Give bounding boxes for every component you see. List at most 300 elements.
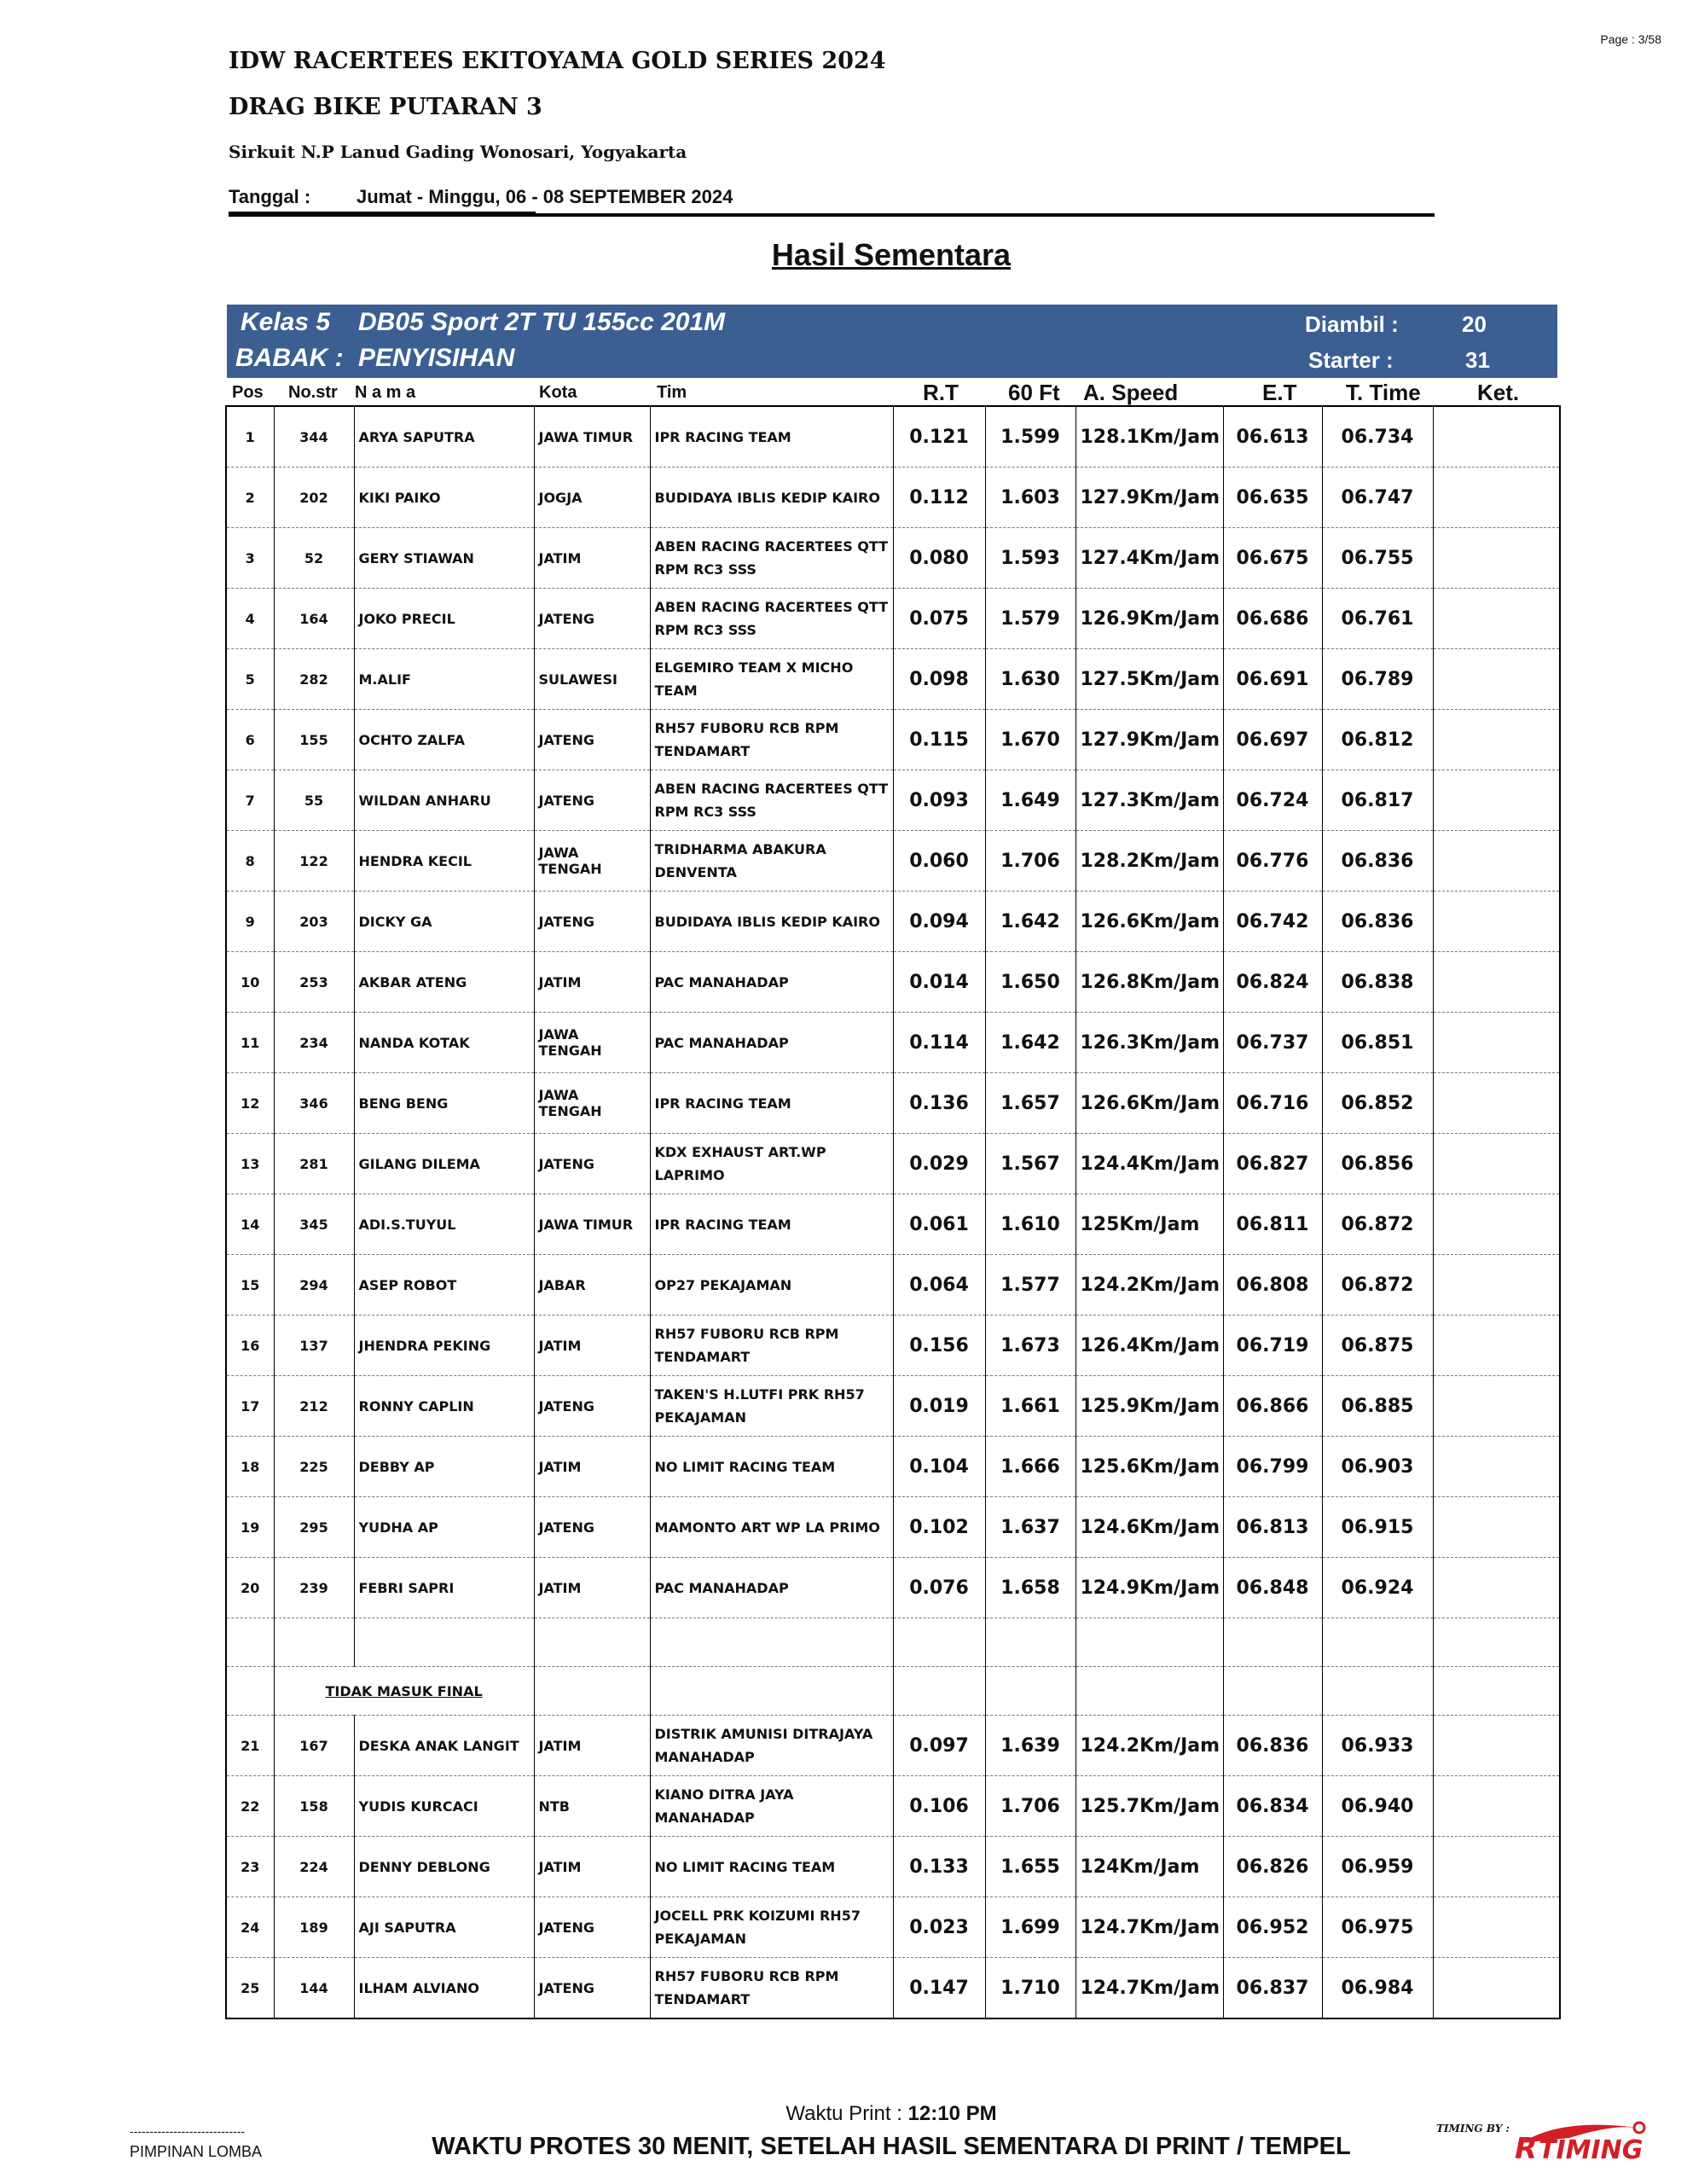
pos-cell: 3 bbox=[226, 528, 274, 589]
elapsed-time-cell: 06.848 bbox=[1223, 1558, 1322, 1618]
team-cell: ABEN RACING RACERTEES QTT RPM RC3 SSS bbox=[650, 589, 893, 649]
team-cell: IPR RACING TEAM bbox=[650, 1073, 893, 1134]
start-number-cell: 137 bbox=[274, 1316, 354, 1376]
remark-cell bbox=[1433, 710, 1560, 770]
page-number: Page : 3/58 bbox=[1600, 32, 1661, 46]
remark-cell bbox=[1433, 1437, 1560, 1497]
elapsed-time-cell: 06.813 bbox=[1223, 1497, 1322, 1558]
sixty-ft-cell: 1.655 bbox=[985, 1837, 1075, 1897]
city-cell: JAWA TIMUR bbox=[534, 406, 650, 468]
avg-speed-cell: 127.5Km/Jam bbox=[1075, 649, 1223, 710]
rider-name-cell: DENNY DEBLONG bbox=[354, 1837, 534, 1897]
team-cell: PAC MANAHADAP bbox=[650, 952, 893, 1013]
table-row bbox=[226, 770, 1560, 831]
elapsed-time-cell: 06.675 bbox=[1223, 528, 1322, 589]
reaction-time-cell: 0.075 bbox=[893, 589, 985, 649]
empty-cell bbox=[1433, 1618, 1560, 1667]
print-time: 12:10 PM bbox=[907, 2102, 997, 2125]
svg-text:R: R bbox=[1515, 2132, 1538, 2164]
remark-cell bbox=[1433, 1134, 1560, 1194]
pos-cell: 10 bbox=[226, 952, 274, 1013]
start-number-cell: 282 bbox=[274, 649, 354, 710]
sixty-ft-cell: 1.642 bbox=[985, 892, 1075, 952]
elapsed-time-cell: 06.716 bbox=[1223, 1073, 1322, 1134]
avg-speed-cell: 128.2Km/Jam bbox=[1075, 831, 1223, 892]
reaction-time-cell: 0.106 bbox=[893, 1776, 985, 1837]
start-number-cell: 189 bbox=[274, 1897, 354, 1958]
reaction-time-cell: 0.133 bbox=[893, 1837, 985, 1897]
team-cell: PAC MANAHADAP bbox=[650, 1013, 893, 1073]
date-label: Tanggal : bbox=[229, 186, 311, 207]
rider-name-cell: JOKO PRECIL bbox=[354, 589, 534, 649]
total-time-cell: 06.875 bbox=[1322, 1316, 1433, 1376]
elapsed-time-cell: 06.635 bbox=[1223, 468, 1322, 528]
separator-row bbox=[226, 1667, 1560, 1716]
reaction-time-cell: 0.023 bbox=[893, 1897, 985, 1958]
elapsed-time-cell: 06.686 bbox=[1223, 589, 1322, 649]
sixty-ft-cell: 1.706 bbox=[985, 831, 1075, 892]
total-time-cell: 06.933 bbox=[1322, 1716, 1433, 1776]
city-cell: JATENG bbox=[534, 1497, 650, 1558]
rider-name-cell: ASEP ROBOT bbox=[354, 1255, 534, 1316]
pos-cell: 18 bbox=[226, 1437, 274, 1497]
rider-name-cell: OCHTO ZALFA bbox=[354, 710, 534, 770]
empty-cell bbox=[534, 1667, 650, 1716]
remark-cell bbox=[1433, 1716, 1560, 1776]
pos-cell: 19 bbox=[226, 1497, 274, 1558]
empty-cell bbox=[1433, 1667, 1560, 1716]
pos-cell: 14 bbox=[226, 1194, 274, 1255]
reaction-time-cell: 0.014 bbox=[893, 952, 985, 1013]
start-number-cell: 345 bbox=[274, 1194, 354, 1255]
city-cell: JAWA TENGAH bbox=[534, 1013, 650, 1073]
elapsed-time-cell: 06.826 bbox=[1223, 1837, 1322, 1897]
col-rt: R.T bbox=[923, 380, 959, 405]
reaction-time-cell: 0.060 bbox=[893, 831, 985, 892]
table-row bbox=[226, 710, 1560, 770]
elapsed-time-cell: 06.808 bbox=[1223, 1255, 1322, 1316]
city-cell: JATENG bbox=[534, 1958, 650, 2019]
col-kota: Kota bbox=[539, 383, 577, 402]
remark-cell bbox=[1433, 1897, 1560, 1958]
remark-cell bbox=[1433, 831, 1560, 892]
total-time-cell: 06.817 bbox=[1322, 770, 1433, 831]
total-time-cell: 06.755 bbox=[1322, 528, 1433, 589]
total-time-cell: 06.761 bbox=[1322, 589, 1433, 649]
team-cell: IPR RACING TEAM bbox=[650, 1194, 893, 1255]
remark-cell bbox=[1433, 1194, 1560, 1255]
elapsed-time-cell: 06.719 bbox=[1223, 1316, 1322, 1376]
pos-cell: 7 bbox=[226, 770, 274, 831]
rider-name-cell: WILDAN ANHARU bbox=[354, 770, 534, 831]
start-number-cell: 281 bbox=[274, 1134, 354, 1194]
rider-name-cell: JHENDRA PEKING bbox=[354, 1316, 534, 1376]
total-time-cell: 06.836 bbox=[1322, 892, 1433, 952]
remark-cell bbox=[1433, 1255, 1560, 1316]
start-number-cell: 55 bbox=[274, 770, 354, 831]
empty-cell bbox=[985, 1667, 1075, 1716]
avg-speed-cell: 124.4Km/Jam bbox=[1075, 1134, 1223, 1194]
reaction-time-cell: 0.156 bbox=[893, 1316, 985, 1376]
signature-line: ----------------------------- bbox=[130, 2124, 246, 2138]
remark-cell bbox=[1433, 1073, 1560, 1134]
avg-speed-cell: 126.6Km/Jam bbox=[1075, 892, 1223, 952]
sixty-ft-cell: 1.649 bbox=[985, 770, 1075, 831]
city-cell: JATIM bbox=[534, 952, 650, 1013]
start-number-cell: 224 bbox=[274, 1837, 354, 1897]
remark-cell bbox=[1433, 406, 1560, 468]
reaction-time-cell: 0.104 bbox=[893, 1437, 985, 1497]
col-no: No.str bbox=[288, 383, 338, 402]
table-row bbox=[226, 1073, 1560, 1134]
empty-cell bbox=[893, 1667, 985, 1716]
avg-speed-cell: 124.7Km/Jam bbox=[1075, 1958, 1223, 2019]
pos-cell: 12 bbox=[226, 1073, 274, 1134]
empty-cell bbox=[1322, 1618, 1433, 1667]
city-cell: JATIM bbox=[534, 1558, 650, 1618]
avg-speed-cell: 127.9Km/Jam bbox=[1075, 710, 1223, 770]
table-row bbox=[226, 892, 1560, 952]
table-row bbox=[226, 1134, 1560, 1194]
col-60ft: 60 Ft bbox=[1008, 380, 1060, 405]
elapsed-time-cell: 06.952 bbox=[1223, 1897, 1322, 1958]
city-cell: JATIM bbox=[534, 1837, 650, 1897]
pos-cell: 22 bbox=[226, 1776, 274, 1837]
table-row bbox=[226, 831, 1560, 892]
rider-name-cell: ILHAM ALVIANO bbox=[354, 1958, 534, 2019]
start-number-cell: 239 bbox=[274, 1558, 354, 1618]
team-cell: RH57 FUBORU RCB RPM TENDAMART bbox=[650, 710, 893, 770]
remark-cell bbox=[1433, 468, 1560, 528]
table-row bbox=[226, 1013, 1560, 1073]
elapsed-time-cell: 06.827 bbox=[1223, 1134, 1322, 1194]
col-ket: Ket. bbox=[1477, 380, 1520, 405]
remark-cell bbox=[1433, 770, 1560, 831]
city-cell: JATIM bbox=[534, 528, 650, 589]
city-cell: JATIM bbox=[534, 1437, 650, 1497]
start-number-cell: 52 bbox=[274, 528, 354, 589]
avg-speed-cell: 126.3Km/Jam bbox=[1075, 1013, 1223, 1073]
col-et: E.T bbox=[1262, 380, 1297, 405]
remark-cell bbox=[1433, 649, 1560, 710]
sixty-ft-cell: 1.603 bbox=[985, 468, 1075, 528]
col-tim: Tim bbox=[657, 383, 687, 402]
reaction-time-cell: 0.121 bbox=[893, 406, 985, 468]
table-row bbox=[226, 528, 1560, 589]
empty-cell bbox=[226, 1618, 274, 1667]
pos-cell: 17 bbox=[226, 1376, 274, 1437]
round-value: PENYISIHAN bbox=[358, 344, 515, 372]
team-cell: OP27 PEKAJAMAN bbox=[650, 1255, 893, 1316]
rider-name-cell: ADI.S.TUYUL bbox=[354, 1194, 534, 1255]
start-number-cell: 155 bbox=[274, 710, 354, 770]
avg-speed-cell: 125.7Km/Jam bbox=[1075, 1776, 1223, 1837]
total-time-cell: 06.789 bbox=[1322, 649, 1433, 710]
city-cell: JATENG bbox=[534, 589, 650, 649]
avg-speed-cell: 126.4Km/Jam bbox=[1075, 1316, 1223, 1376]
city-cell: JATIM bbox=[534, 1716, 650, 1776]
total-time-cell: 06.984 bbox=[1322, 1958, 1433, 2019]
event-title: IDW RACERTEES EKITOYAMA GOLD SERIES 2024 bbox=[229, 48, 886, 74]
team-cell: ABEN RACING RACERTEES QTT RPM RC3 SSS bbox=[650, 770, 893, 831]
elapsed-time-cell: 06.866 bbox=[1223, 1376, 1322, 1437]
timing-by-label: TIMING BY : bbox=[1436, 2123, 1510, 2135]
taken-value: 20 bbox=[1462, 311, 1487, 337]
start-number-cell: 144 bbox=[274, 1958, 354, 2019]
sixty-ft-cell: 1.710 bbox=[985, 1958, 1075, 2019]
empty-cell bbox=[226, 1667, 274, 1716]
sixty-ft-cell: 1.630 bbox=[985, 649, 1075, 710]
total-time-cell: 06.851 bbox=[1322, 1013, 1433, 1073]
results-body bbox=[226, 406, 1560, 2018]
table-row bbox=[226, 468, 1560, 528]
reaction-time-cell: 0.097 bbox=[893, 1716, 985, 1776]
elapsed-time-cell: 06.799 bbox=[1223, 1437, 1322, 1497]
empty-cell bbox=[1075, 1667, 1223, 1716]
total-time-cell: 06.856 bbox=[1322, 1134, 1433, 1194]
remark-cell bbox=[1433, 1376, 1560, 1437]
table-row bbox=[226, 1558, 1560, 1618]
team-cell: NO LIMIT RACING TEAM bbox=[650, 1437, 893, 1497]
remark-cell bbox=[1433, 952, 1560, 1013]
pos-cell: 11 bbox=[226, 1013, 274, 1073]
reaction-time-cell: 0.147 bbox=[893, 1958, 985, 2019]
sixty-ft-cell: 1.610 bbox=[985, 1194, 1075, 1255]
elapsed-time-cell: 06.691 bbox=[1223, 649, 1322, 710]
avg-speed-cell: 124.9Km/Jam bbox=[1075, 1558, 1223, 1618]
reaction-time-cell: 0.061 bbox=[893, 1194, 985, 1255]
city-cell: NTB bbox=[534, 1776, 650, 1837]
avg-speed-cell: 127.4Km/Jam bbox=[1075, 528, 1223, 589]
col-name: N a m a bbox=[355, 383, 416, 402]
start-number-cell: 234 bbox=[274, 1013, 354, 1073]
remark-cell bbox=[1433, 1013, 1560, 1073]
class-name: DB05 Sport 2T TU 155cc 201M bbox=[358, 308, 726, 336]
rider-name-cell: ARYA SAPUTRA bbox=[354, 406, 534, 468]
avg-speed-cell: 126.6Km/Jam bbox=[1075, 1073, 1223, 1134]
total-time-cell: 06.836 bbox=[1322, 831, 1433, 892]
reaction-time-cell: 0.102 bbox=[893, 1497, 985, 1558]
sixty-ft-cell: 1.666 bbox=[985, 1437, 1075, 1497]
rider-name-cell: YUDHA AP bbox=[354, 1497, 534, 1558]
total-time-cell: 06.940 bbox=[1322, 1776, 1433, 1837]
total-time-cell: 06.852 bbox=[1322, 1073, 1433, 1134]
empty-cell bbox=[650, 1618, 893, 1667]
table-row bbox=[226, 952, 1560, 1013]
team-cell: KIANO DITRA JAYA MANAHADAP bbox=[650, 1776, 893, 1837]
rider-name-cell: HENDRA KECIL bbox=[354, 831, 534, 892]
empty-cell bbox=[893, 1618, 985, 1667]
sixty-ft-cell: 1.661 bbox=[985, 1376, 1075, 1437]
elapsed-time-cell: 06.824 bbox=[1223, 952, 1322, 1013]
start-number-cell: 346 bbox=[274, 1073, 354, 1134]
empty-cell bbox=[274, 1618, 354, 1667]
empty-cell bbox=[1223, 1667, 1322, 1716]
city-cell: JATENG bbox=[534, 1134, 650, 1194]
rider-name-cell: DEBBY AP bbox=[354, 1437, 534, 1497]
remark-cell bbox=[1433, 892, 1560, 952]
sixty-ft-cell: 1.657 bbox=[985, 1073, 1075, 1134]
sixty-ft-cell: 1.639 bbox=[985, 1716, 1075, 1776]
pos-cell: 16 bbox=[226, 1316, 274, 1376]
reaction-time-cell: 0.094 bbox=[893, 892, 985, 952]
table-row bbox=[226, 1837, 1560, 1897]
avg-speed-cell: 124.6Km/Jam bbox=[1075, 1497, 1223, 1558]
start-number-cell: 253 bbox=[274, 952, 354, 1013]
total-time-cell: 06.872 bbox=[1322, 1194, 1433, 1255]
elapsed-time-cell: 06.613 bbox=[1223, 406, 1322, 468]
starter-value: 31 bbox=[1465, 347, 1490, 373]
team-cell: TRIDHARMA ABAKURA DENVENTA bbox=[650, 831, 893, 892]
pos-cell: 23 bbox=[226, 1837, 274, 1897]
table-row bbox=[226, 649, 1560, 710]
pos-cell: 24 bbox=[226, 1897, 274, 1958]
pos-cell: 4 bbox=[226, 589, 274, 649]
elapsed-time-cell: 06.834 bbox=[1223, 1776, 1322, 1837]
sixty-ft-cell: 1.579 bbox=[985, 589, 1075, 649]
total-time-cell: 06.959 bbox=[1322, 1837, 1433, 1897]
rider-name-cell: GILANG DILEMA bbox=[354, 1134, 534, 1194]
start-number-cell: 203 bbox=[274, 892, 354, 952]
remark-cell bbox=[1433, 1837, 1560, 1897]
team-cell: RH57 FUBORU RCB RPM TENDAMART bbox=[650, 1316, 893, 1376]
reaction-time-cell: 0.114 bbox=[893, 1013, 985, 1073]
avg-speed-cell: 125.6Km/Jam bbox=[1075, 1437, 1223, 1497]
start-number-cell: 295 bbox=[274, 1497, 354, 1558]
city-cell: JATENG bbox=[534, 1376, 650, 1437]
col-ttime: T. Time bbox=[1346, 380, 1421, 405]
rider-name-cell: YUDIS KURCACI bbox=[354, 1776, 534, 1837]
reaction-time-cell: 0.076 bbox=[893, 1558, 985, 1618]
table-row bbox=[226, 1255, 1560, 1316]
city-cell: JAWA TENGAH bbox=[534, 831, 650, 892]
report-title: Hasil Sementara bbox=[771, 237, 1012, 272]
rider-name-cell: BENG BENG bbox=[354, 1073, 534, 1134]
elapsed-time-cell: 06.836 bbox=[1223, 1716, 1322, 1776]
elapsed-time-cell: 06.811 bbox=[1223, 1194, 1322, 1255]
table-row bbox=[226, 1497, 1560, 1558]
empty-cell bbox=[1075, 1618, 1223, 1667]
elapsed-time-cell: 06.742 bbox=[1223, 892, 1322, 952]
sixty-ft-cell: 1.637 bbox=[985, 1497, 1075, 1558]
avg-speed-cell: 127.3Km/Jam bbox=[1075, 770, 1223, 831]
elapsed-time-cell: 06.697 bbox=[1223, 710, 1322, 770]
team-cell: IPR RACING TEAM bbox=[650, 406, 893, 468]
sixty-ft-cell: 1.599 bbox=[985, 406, 1075, 468]
starter-label: Starter : bbox=[1308, 347, 1394, 373]
elapsed-time-cell: 06.837 bbox=[1223, 1958, 1322, 2019]
rider-name-cell: AKBAR ATENG bbox=[354, 952, 534, 1013]
round-label: BABAK : bbox=[235, 344, 344, 372]
avg-speed-cell: 125.9Km/Jam bbox=[1075, 1376, 1223, 1437]
rider-name-cell: AJI SAPUTRA bbox=[354, 1897, 534, 1958]
pos-cell: 13 bbox=[226, 1134, 274, 1194]
rider-name-cell: KIKI PAIKO bbox=[354, 468, 534, 528]
pos-cell: 9 bbox=[226, 892, 274, 952]
empty-cell bbox=[1322, 1667, 1433, 1716]
total-time-cell: 06.747 bbox=[1322, 468, 1433, 528]
table-row bbox=[226, 1316, 1560, 1376]
pos-cell: 21 bbox=[226, 1716, 274, 1776]
total-time-cell: 06.812 bbox=[1322, 710, 1433, 770]
team-cell: JOCELL PRK KOIZUMI RH57 PEKAJAMAN bbox=[650, 1897, 893, 1958]
team-cell: ABEN RACING RACERTEES QTT RPM RC3 SSS bbox=[650, 528, 893, 589]
empty-cell bbox=[650, 1667, 893, 1716]
reaction-time-cell: 0.098 bbox=[893, 649, 985, 710]
col-pos: Pos bbox=[232, 383, 264, 402]
remark-cell bbox=[1433, 1958, 1560, 2019]
team-cell: DISTRIK AMUNISI DITRAJAYA MANAHADAP bbox=[650, 1716, 893, 1776]
table-row bbox=[226, 1958, 1560, 2019]
team-cell: RH57 FUBORU RCB RPM TENDAMART bbox=[650, 1958, 893, 2019]
city-cell: JATENG bbox=[534, 1897, 650, 1958]
team-cell: ELGEMIRO TEAM X MICHO TEAM bbox=[650, 649, 893, 710]
timing-brand: TIMING bbox=[1539, 2135, 1644, 2164]
sixty-ft-cell: 1.577 bbox=[985, 1255, 1075, 1316]
table-row bbox=[226, 1437, 1560, 1497]
protest-note: WAKTU PROTES 30 MENIT, SETELAH HASIL SEMENTARA DI PRINT / TEMPEL bbox=[432, 2133, 1351, 2160]
event-subtitle: DRAG BIKE PUTARAN 3 bbox=[229, 94, 542, 120]
team-cell: NO LIMIT RACING TEAM bbox=[650, 1837, 893, 1897]
pos-cell: 6 bbox=[226, 710, 274, 770]
start-number-cell: 164 bbox=[274, 589, 354, 649]
total-time-cell: 06.975 bbox=[1322, 1897, 1433, 1958]
remark-cell bbox=[1433, 1316, 1560, 1376]
rider-name-cell: GERY STIAWAN bbox=[354, 528, 534, 589]
table-row bbox=[226, 1716, 1560, 1776]
signature-label: PIMPINAN LOMBA bbox=[130, 2143, 263, 2160]
venue: Sirkuit N.P Lanud Gading Wonosari, Yogyakarta bbox=[229, 142, 687, 162]
pos-cell: 8 bbox=[226, 831, 274, 892]
table-row bbox=[226, 1897, 1560, 1958]
city-cell: JATENG bbox=[534, 770, 650, 831]
city-cell: JOGJA bbox=[534, 468, 650, 528]
table-row bbox=[226, 1376, 1560, 1437]
start-number-cell: 344 bbox=[274, 406, 354, 468]
start-number-cell: 122 bbox=[274, 831, 354, 892]
date-underline bbox=[229, 212, 536, 215]
date-value: Jumat - Minggu, 06 - 08 SEPTEMBER 2024 bbox=[357, 186, 733, 207]
start-number-cell: 294 bbox=[274, 1255, 354, 1316]
elapsed-time-cell: 06.737 bbox=[1223, 1013, 1322, 1073]
sixty-ft-cell: 1.706 bbox=[985, 1776, 1075, 1837]
sixty-ft-cell: 1.593 bbox=[985, 528, 1075, 589]
rider-name-cell: M.ALIF bbox=[354, 649, 534, 710]
avg-speed-cell: 125Km/Jam bbox=[1075, 1194, 1223, 1255]
avg-speed-cell: 126.8Km/Jam bbox=[1075, 952, 1223, 1013]
pos-cell: 1 bbox=[226, 406, 274, 468]
results-table bbox=[225, 405, 1561, 2019]
team-cell: TAKEN'S H.LUTFI PRK RH57 PEKAJAMAN bbox=[650, 1376, 893, 1437]
total-time-cell: 06.915 bbox=[1322, 1497, 1433, 1558]
start-number-cell: 225 bbox=[274, 1437, 354, 1497]
pos-cell: 25 bbox=[226, 1958, 274, 2019]
rider-name-cell: NANDA KOTAK bbox=[354, 1013, 534, 1073]
start-number-cell: 158 bbox=[274, 1776, 354, 1837]
reaction-time-cell: 0.115 bbox=[893, 710, 985, 770]
empty-cell bbox=[354, 1618, 534, 1667]
elapsed-time-cell: 06.776 bbox=[1223, 831, 1322, 892]
sixty-ft-cell: 1.567 bbox=[985, 1134, 1075, 1194]
remark-cell bbox=[1433, 589, 1560, 649]
avg-speed-cell: 124.2Km/Jam bbox=[1075, 1716, 1223, 1776]
blank-row bbox=[226, 1618, 1560, 1667]
avg-speed-cell: 124Km/Jam bbox=[1075, 1837, 1223, 1897]
team-cell: KDX EXHAUST ART.WP LAPRIMO bbox=[650, 1134, 893, 1194]
table-row bbox=[226, 406, 1560, 468]
print-label: Waktu Print : bbox=[786, 2102, 902, 2125]
team-cell: MAMONTO ART WP LA PRIMO bbox=[650, 1497, 893, 1558]
